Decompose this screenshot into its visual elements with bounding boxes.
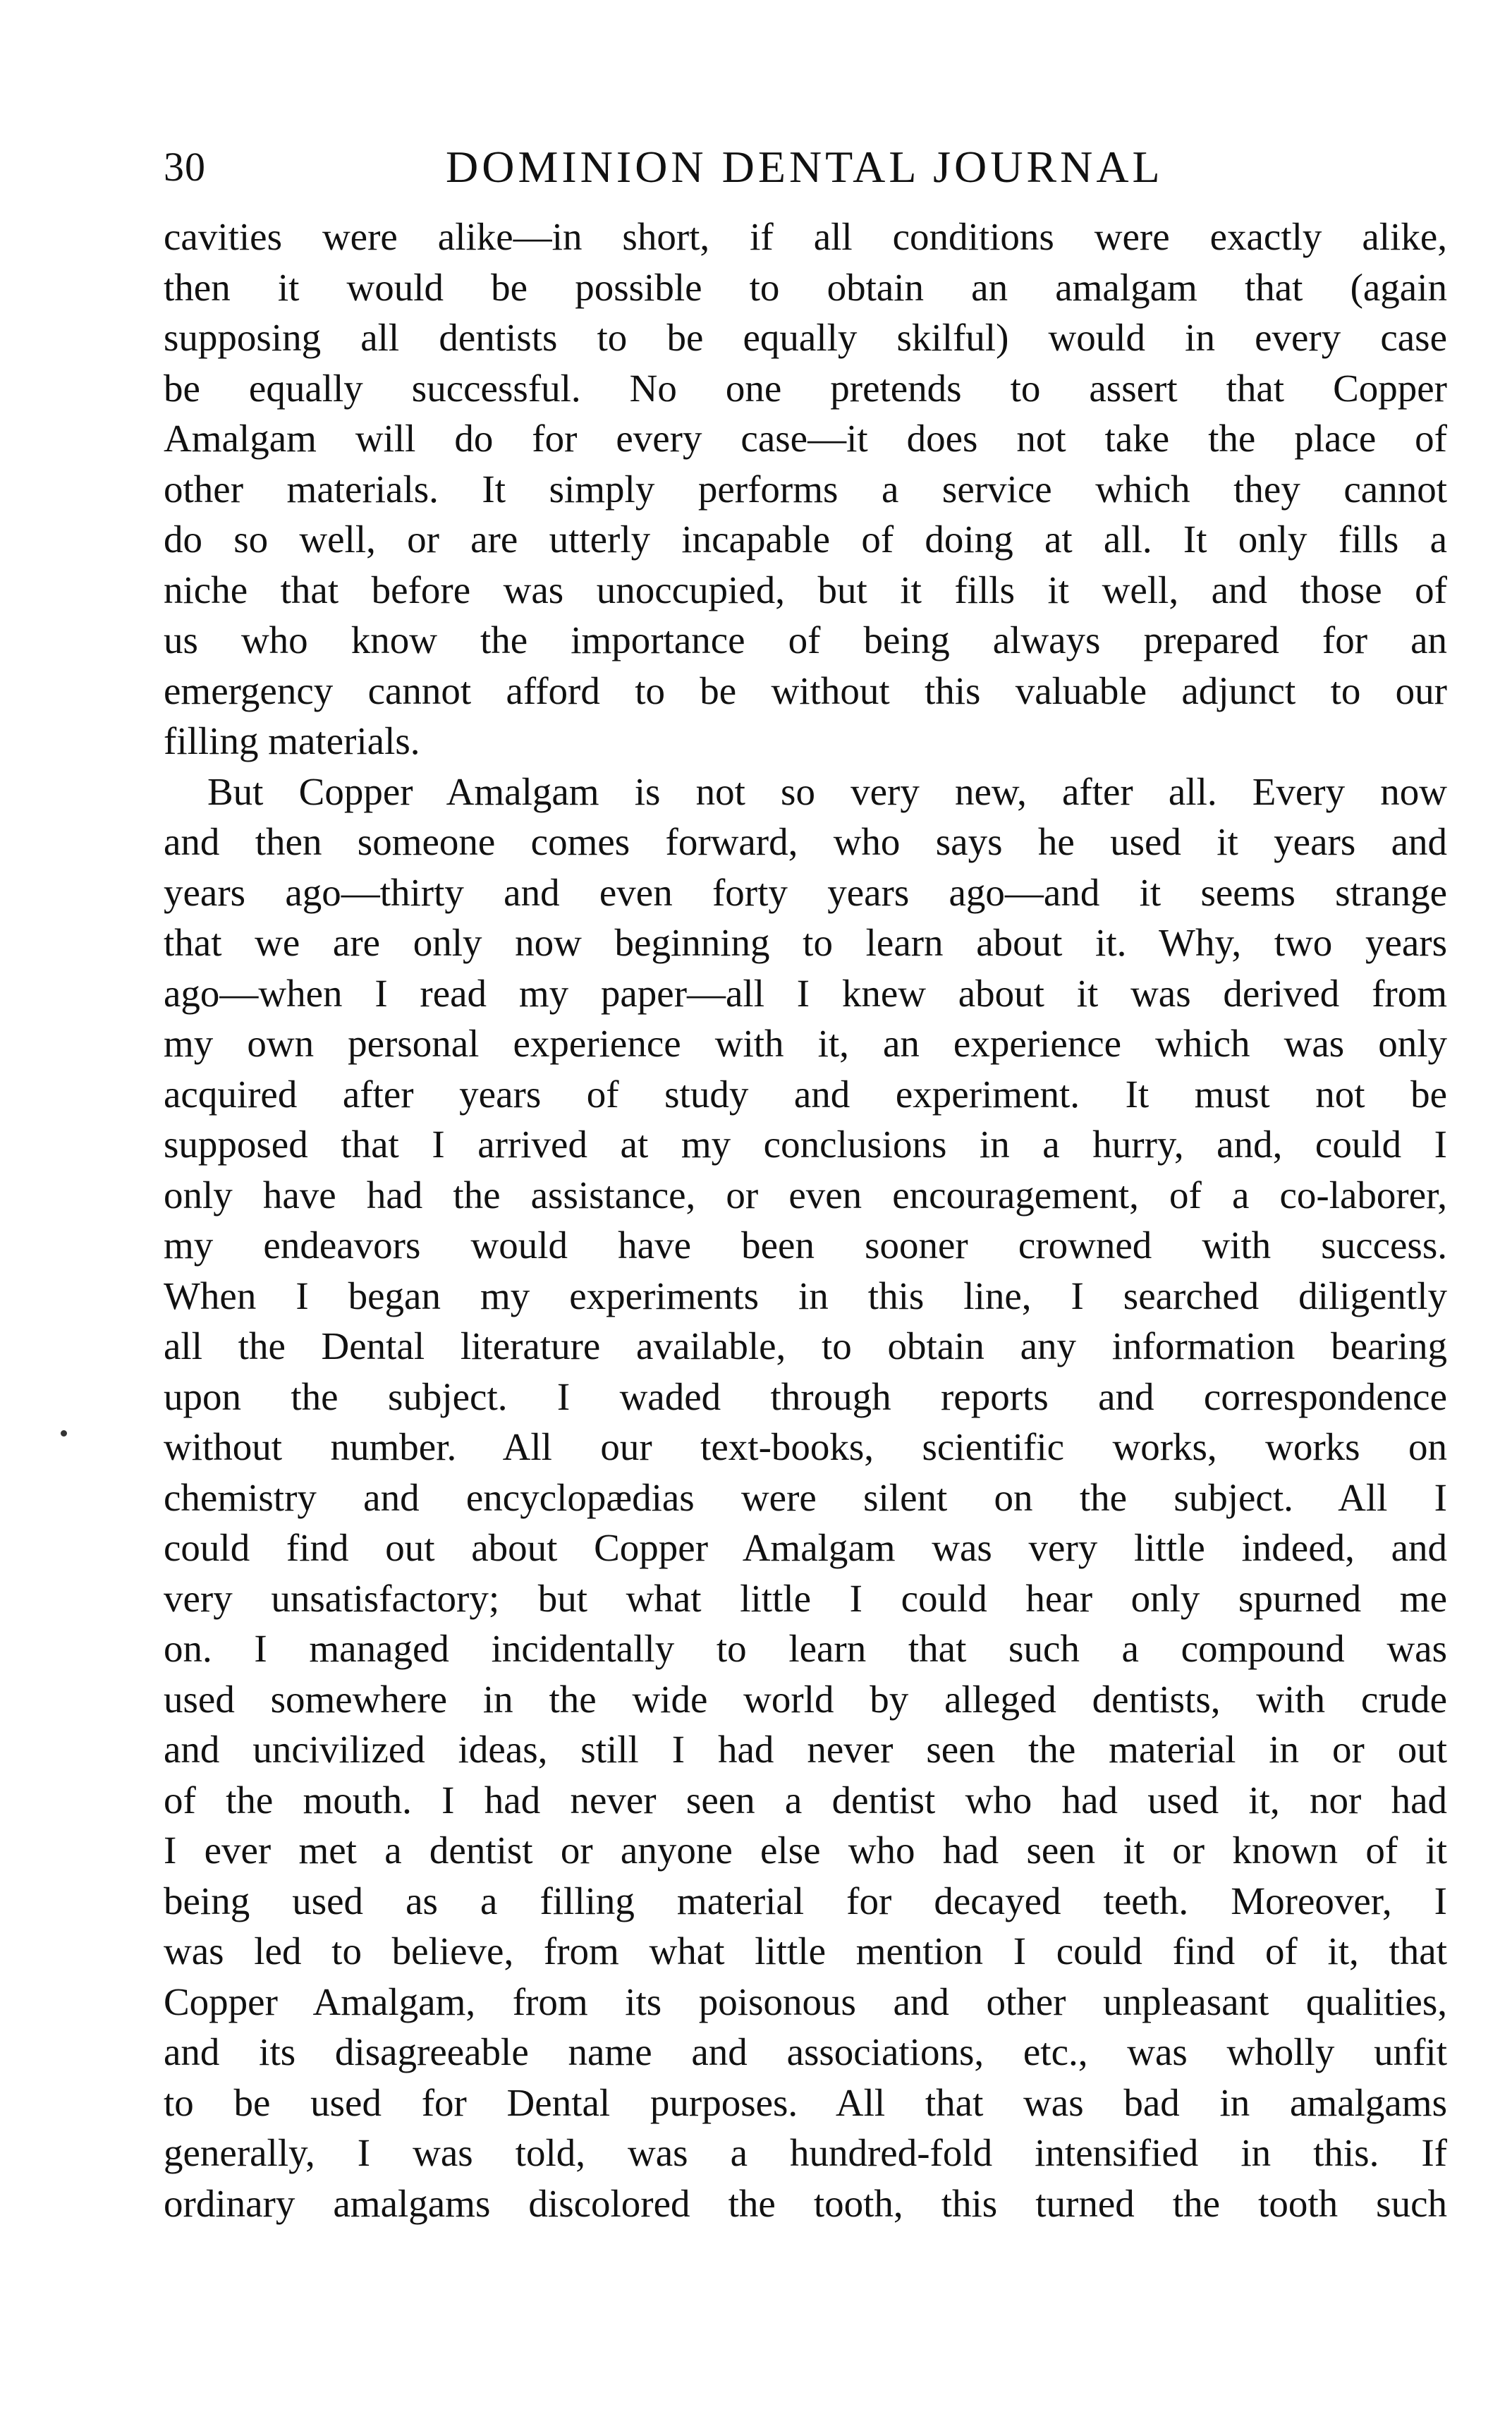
text-line: ordinary amalgams discolored the tooth, this turned the tooth such [164, 2181, 1447, 2225]
text-line: only have had the assistance, or even encouragement, of a co-laborer, [164, 1173, 1447, 1216]
text-line: on. I managed incidentally to learn that such a compound was [164, 1627, 1447, 1670]
text-line: and its disagreeable name and associations, etc., was wholly unfit [164, 2030, 1447, 2073]
text-line: then it would be possible to obtain an amalgam that (again [164, 265, 1447, 309]
text-line: do so well, or are utterly incapable of doing at all. It only fills a [164, 518, 1447, 561]
text-line: supposing all dentists to be equally skilful) would in every case [164, 316, 1447, 359]
text-line: Amalgam will do for every case—it does not take the place of [164, 417, 1447, 460]
text-line: ago—when I read my paper—all I knew about it was derived from [164, 971, 1447, 1015]
text-line: Copper Amalgam, from its poisonous and other unpleasant qualities, [164, 1980, 1447, 2023]
text-line: and then someone comes forward, who says he used it years and [164, 820, 1447, 863]
running-head: DOMINION DENTAL JOURNAL [446, 142, 1164, 192]
text-line: my own personal experience with it, an experience which was only [164, 1022, 1447, 1065]
page-number: 30 [164, 144, 206, 190]
text-line: But Copper Amalgam is not so very new, after all. Every now [207, 769, 1447, 813]
text-line: and uncivilized ideas, still I had never seen the material in or out [164, 1728, 1447, 1771]
text-line: When I began my experiments in this line, I searched diligently [164, 1274, 1447, 1317]
text-line: very unsatisfactory; but what little I could hear only spurned me [164, 1576, 1447, 1620]
text-line: I ever met a dentist or anyone else who had seen it or known of it [164, 1829, 1447, 1872]
text-line: my endeavors would have been sooner crowned with success. [164, 1224, 1447, 1267]
text-line: years ago—thirty and even forty years ago—and it seems strange [164, 870, 1447, 914]
text-line: was led to believe, from what little mention I could find of it, that [164, 1929, 1447, 1972]
text-line: being used as a filling material for decayed teeth. Moreover, I [164, 1879, 1447, 1922]
text-line: of the mouth. I had never seen a dentist who had used it, nor had [164, 1778, 1447, 1822]
text-line: could find out about Copper Amalgam was very little indeed, and [164, 1526, 1447, 1569]
text-line: emergency cannot afford to be without this valuable adjunct to our [164, 669, 1447, 712]
text-line: acquired after years of study and experiment. It must not be [164, 1072, 1447, 1116]
text-line: us who know the importance of being always prepared for an [164, 618, 1447, 661]
body-text [164, 212, 1447, 2228]
text-line: supposed that I arrived at my conclusions in a hurry, and, could I [164, 1123, 1447, 1166]
text-line: niche that before was unoccupied, but it fills it well, and those of [164, 568, 1447, 611]
text-line: generally, I was told, was a hundred-fold intensified in this. If [164, 2131, 1447, 2174]
text-line: upon the subject. I waded through reports and correspondence [164, 1374, 1447, 1418]
text-line: all the Dental literature available, to obtain any information bearing [164, 1324, 1447, 1367]
text-line: other materials. It simply performs a service which they cannot [164, 467, 1447, 511]
text-line: filling materials. [164, 719, 420, 762]
text-line: be equally successful. No one pretends to assert that Copper [164, 366, 1447, 410]
text-line: chemistry and encyclopædias were silent on the subject. All I [164, 1475, 1447, 1519]
text-line: cavities were alike—in short, if all conditions were exactly alike, [164, 215, 1447, 258]
margin-dot-mark [61, 1430, 67, 1437]
page-header [164, 135, 1447, 199]
text-line: without number. All our text-books, scientific works, works on [164, 1425, 1447, 1468]
text-line: to be used for Dental purposes. All that was bad in amalgams [164, 2080, 1447, 2124]
text-line: used somewhere in the wide world by alleged dentists, with crude [164, 1677, 1447, 1721]
text-line: that we are only now beginning to learn about it. Why, two years [164, 921, 1447, 964]
